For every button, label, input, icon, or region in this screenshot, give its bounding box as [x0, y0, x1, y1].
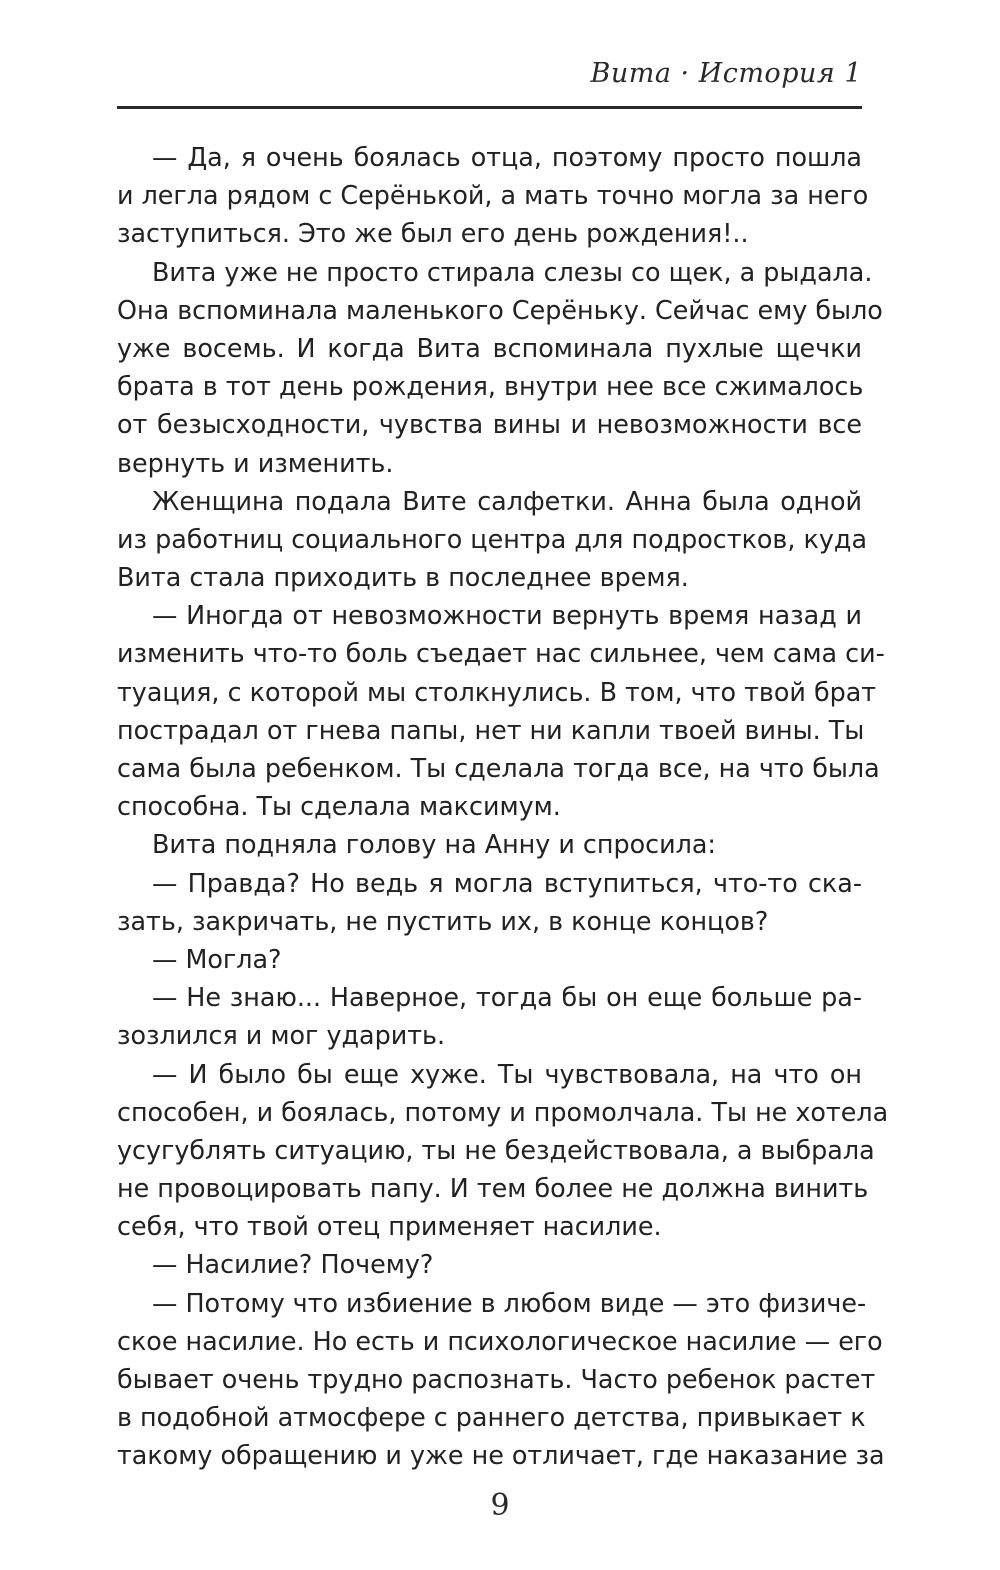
text-line: себя, что твой отец применяет насилие. — [117, 1211, 662, 1242]
body-text — [117, 138, 889, 1475]
text-line: изменить что-то боль съедает нас сильнее, чем сама си- — [117, 638, 885, 669]
text-line: — Иногда от невозможности вернуть время назад и — [152, 600, 862, 631]
text-line: — Потому что избиение в любом виде — это физиче- — [152, 1287, 867, 1318]
header-rule — [117, 106, 862, 109]
text-line: бывает очень трудно распознать. Часто ребенок растет — [117, 1364, 876, 1394]
text-line: вернуть и изменить. — [117, 447, 394, 478]
text-line: Вита подняла голову на Анну и спросила: — [152, 829, 716, 860]
text-line: — Могла? — [152, 943, 282, 974]
text-line: Вита уже не просто стирала слезы со щек, а рыдала. — [152, 256, 873, 287]
text-line: от безысходности, чувства вины и невозможности все — [117, 409, 862, 440]
text-line: — И было бы еще хуже. Ты чувствовала, на что он — [152, 1058, 862, 1089]
text-line: Вита стала приходить в последнее время. — [117, 562, 689, 593]
text-line: такому обращению и уже не отличает, где наказание за — [117, 1440, 885, 1471]
text-line: — Не знаю... Наверное, тогда бы он еще больше ра- — [152, 982, 862, 1013]
text-line: туация, с которой мы столкнулись. В том, что твой брат — [117, 676, 877, 707]
text-line: способен, и боялась, потому и промолчала. Ты не хотела — [117, 1096, 889, 1127]
text-line: заступиться. Это же был его день рождения!.. — [117, 218, 749, 249]
text-line: — Правда? Но ведь я могла вступиться, что-то ска- — [152, 867, 862, 898]
text-line: зать, закричать, не пустить их, в конце концов? — [117, 905, 769, 936]
text-line: уже восемь. И когда Вита вспоминала пухлые щечки — [117, 332, 862, 363]
running-head: Вита · История 1 — [590, 58, 862, 89]
text-line: — Да, я очень боялась отца, поэтому просто пошла — [152, 142, 862, 172]
text-line: пострадал от гнева папы, нет ни капли твоей вины. Ты — [117, 714, 865, 745]
text-line: и легла рядом с Серёнькой, а мать точно могла за него — [117, 180, 869, 211]
page-number: 9 — [490, 1488, 510, 1523]
text-line: ское насилие. Но есть и психологическое насилие — его — [117, 1325, 883, 1356]
text-line: усугублять ситуацию, ты не бездействовала, а выбрала — [117, 1134, 875, 1165]
text-line: способна. Ты сделала максимум. — [117, 791, 561, 822]
text-line: в подобной атмосфере с раннего детства, привыкает к — [117, 1402, 866, 1433]
text-line: — Насилие? Почему? — [152, 1249, 434, 1280]
text-line: Женщина подала Вите салфетки. Анна была одной — [152, 485, 862, 516]
text-line: сама была ребенком. Ты сделала тогда все, на что была — [117, 753, 880, 783]
text-line: зозлился и мог ударить. — [117, 1020, 446, 1051]
text-line: не провоцировать папу. И тем более не должна винить — [117, 1173, 869, 1204]
text-line: Она вспоминала маленького Серёньку. Сейчас ему было — [117, 294, 883, 325]
text-line: из работниц социального центра для подростков, куда — [117, 523, 868, 554]
text-line: брата в тот день рождения, внутри нее все сжималось — [117, 371, 864, 402]
